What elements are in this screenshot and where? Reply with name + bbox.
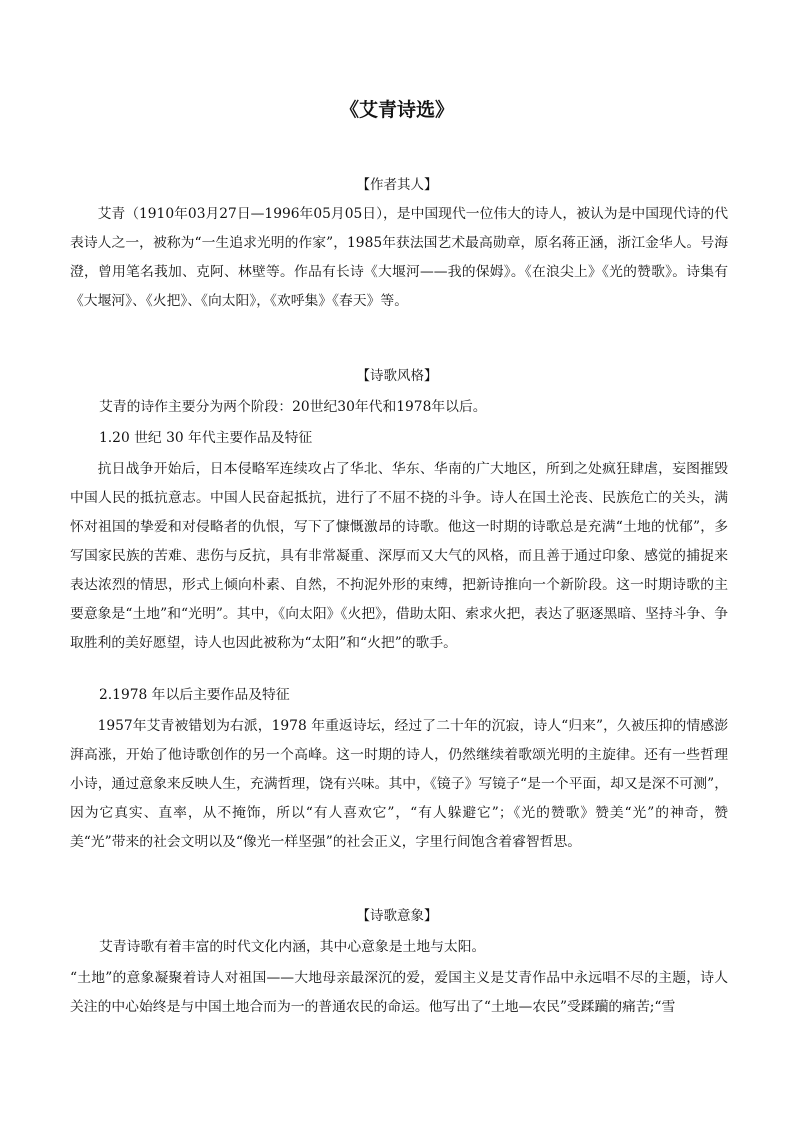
imagery-paragraph: “土地”的意象凝聚着诗人对祖国——大地母亲最深沉的爱，爱国主义是艾青作品中永远唱不尽的主题，诗人关注的中心始终是与中国土地合而为一的普通农民的命运。他写出了“土地—农民”受蹂躏的痛苦;“雪 xyxy=(70,970,728,1015)
imagery-intro: 艾青诗歌有着丰富的时代文化内涵，其中心意象是土地与太阳。 xyxy=(99,939,486,955)
style-paragraph-1978: 1957年艾青被错划为右派，1978 年重返诗坛，经过了二十年的沉寂，诗人“归来”，久被压抑的情感澎湃高涨，开始了他诗歌创作的另一个高峰。这一时期的诗人，仍然继续着歌颂光明的主旋律。还有一些哲理小诗，通过意象来反映人生，充满哲理，饶有兴味。其中，《镜子》写镜子“是一个平面，却又是深不可测”，因为它真实、直率，从不掩饰，所以“有人喜欢它”，“有人躲避它”；《光的赞歌》赞美“光”的神奇，赞美“光”带来的社会文明以及“像光一样坚强”的社会正义，字里行间饱含着睿智哲思。 xyxy=(70,718,728,850)
section-heading-author: 【作者其人】 xyxy=(356,177,438,193)
document-title: 《艾青诗选》 xyxy=(339,99,454,121)
section-heading-imagery: 【诗歌意象】 xyxy=(356,908,438,924)
author-paragraph: 艾青（1910年03月27日—1996年05月05日），是中国现代一位伟大的诗人，被认为是中国现代诗的代表诗人之一，被称为“一生追求光明的作家”，1985年获法国艺术最高勋章，原名蒋正涵，浙江金华人。号海澄，曾用笔名莪加、克阿、林壁等。作品有长诗《大堰河——我的保姆》。《在浪尖上》《光的赞歌》。诗集有《大堰河》、《火把》、《向太阳》，《欢呼集》《春天》等。 xyxy=(70,206,728,309)
style-subheading-1930s: 1.20 世纪 30 年代主要作品及特征 xyxy=(99,430,313,446)
style-intro: 艾青的诗作主要分为两个阶段：20世纪30年代和1978年以后。 xyxy=(99,399,487,415)
style-paragraph-1930s: 抗日战争开始后，日本侵略军连续攻占了华北、华东、华南的广大地区，所到之处疯狂肆虐，妄图摧毁中国人民的抵抗意志。中国人民奋起抵抗，进行了不屈不挠的斗争。诗人在国土沦丧、民族危亡的关头，满怀对祖国的挚爱和对侵略者的仇恨，写下了慷慨激昂的诗歌。他这一时期的诗歌总是充满“土地的忧郁”，多写国家民族的苦难、悲伤与反抗，具有非常凝重、深厚而又大气的风格，而且善于通过印象、感觉的捕捉来表达浓烈的情思，形式上倾向朴素、自然，不拘泥外形的束缚，把新诗推向一个新阶段。这一时期诗歌的主要意象是“土地”和“光明”。其中，《向太阳》《火把》，借助太阳、索求火把，表达了驱逐黑暗、坚持斗争、争取胜利的美好愿望，诗人也因此被称为“太阳”和“火把”的歌手。 xyxy=(70,461,728,651)
style-subheading-1978: 2.1978 年以后主要作品及特征 xyxy=(99,687,290,703)
section-heading-style: 【诗歌风格】 xyxy=(356,368,438,384)
